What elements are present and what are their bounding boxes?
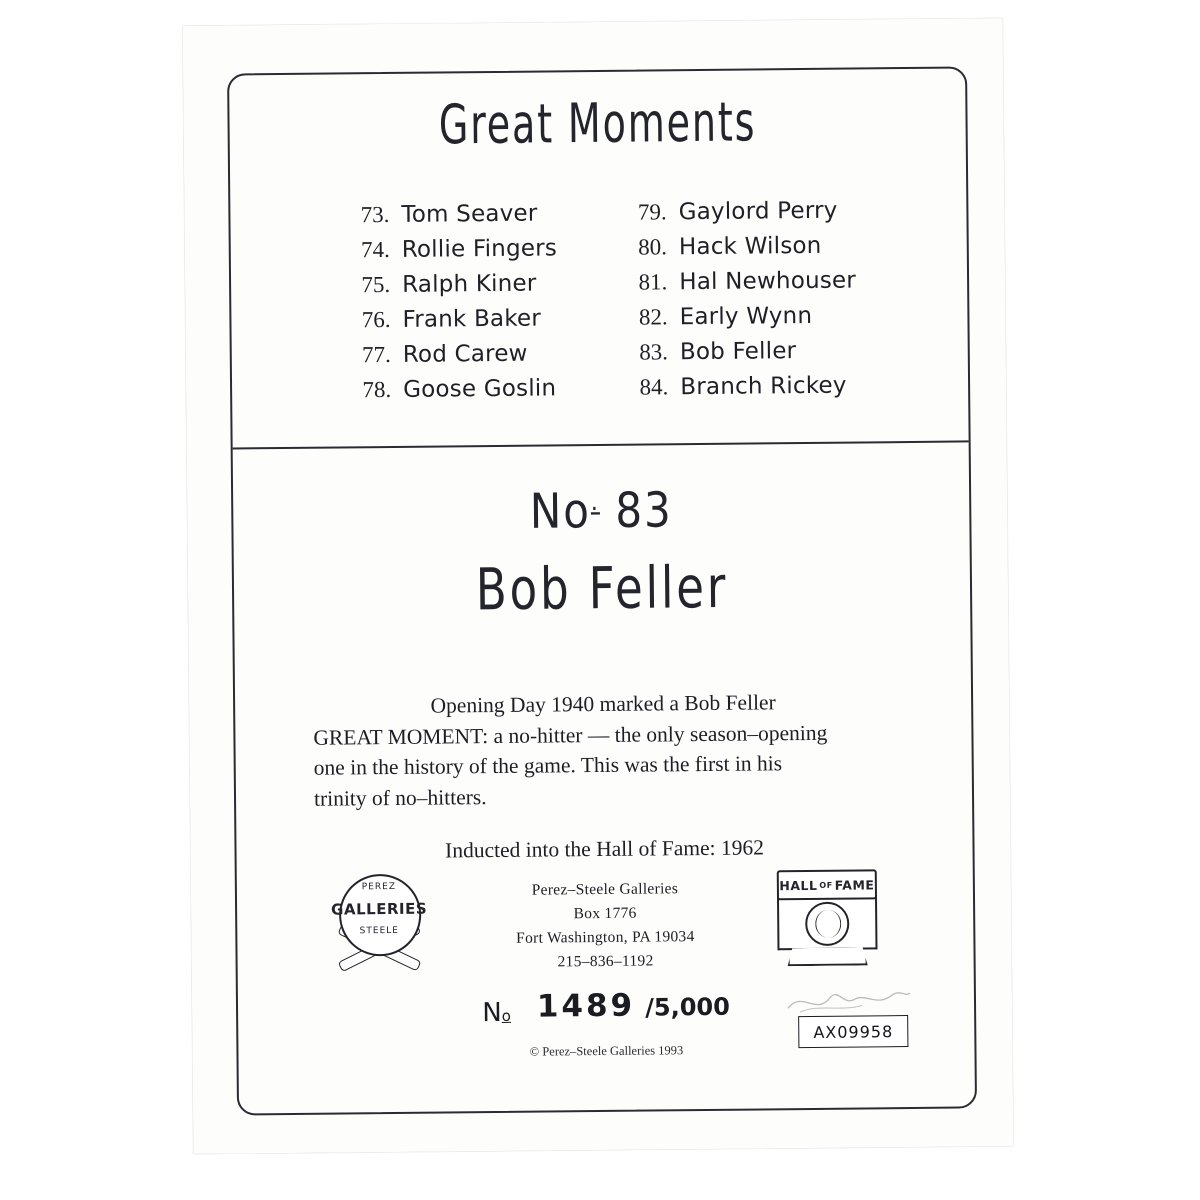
list-item — [342, 231, 557, 268]
list-item-number: 80. — [638, 234, 668, 260]
hof-plinth — [787, 947, 867, 966]
description-line: one in the history of the game. This was the first in his — [313, 751, 783, 780]
list-item — [619, 228, 856, 265]
list-item-number: 75. — [361, 271, 391, 298]
list-item-label: Hack Wilson — [678, 232, 822, 261]
list-item-number: 78. — [362, 376, 392, 403]
card-number-superscript: . — [590, 488, 600, 517]
hall-of-fame-logo-icon — [771, 865, 882, 976]
list-item-label: Tom Seaver — [401, 200, 538, 228]
list-item-number: 82. — [638, 304, 668, 330]
list-item-label: Rollie Fingers — [401, 235, 558, 263]
publisher-line: Box 1776 — [573, 904, 637, 923]
list-item — [342, 301, 557, 338]
feature-panel — [233, 440, 975, 1113]
description-line: GREAT MOMENT: a no-hitter — the only season–opening — [313, 720, 828, 750]
list-item-number: 84. — [639, 374, 669, 400]
list-item-number: 79. — [637, 199, 667, 225]
list-item-number: 76. — [361, 306, 391, 333]
publisher-line: 215–836–1192 — [557, 952, 654, 971]
roster-list — [230, 192, 968, 409]
roster-panel — [229, 68, 969, 449]
list-item-number: 74. — [360, 236, 390, 263]
list-item-label: Branch Rickey — [680, 372, 847, 400]
list-item — [619, 298, 856, 335]
logo-mid-text: GALLERIES — [331, 899, 428, 919]
list-item-number: 81. — [638, 269, 668, 295]
hof-banner — [777, 869, 877, 900]
serial-number-mark: No — [482, 997, 512, 1028]
logo-top-text: PEREZ — [361, 881, 397, 893]
hof-word-small: OF — [819, 880, 833, 890]
roster-column-right — [618, 194, 857, 406]
hof-word-1: HALL — [779, 877, 818, 893]
list-item — [620, 368, 857, 405]
induction-text: Inducted into the Hall of Fame: 1962 — [444, 835, 765, 863]
list-item-label: Goose Goslin — [403, 375, 557, 403]
trading-card — [183, 18, 1014, 1154]
player-name: Bob Feller — [475, 554, 729, 624]
description-line: Opening Day 1940 marked a Bob Feller — [430, 690, 776, 718]
list-item-number: 83. — [639, 339, 669, 365]
card-footer — [237, 864, 975, 1091]
card-inner-border — [227, 66, 977, 1115]
list-item-label: Early Wynn — [679, 302, 813, 331]
hof-word-2: FAME — [834, 876, 875, 893]
card-description — [313, 686, 894, 814]
list-item — [620, 333, 857, 370]
list-item-label: Ralph Kiner — [402, 270, 537, 298]
list-item — [343, 371, 558, 408]
list-item-number: 77. — [361, 341, 391, 368]
list-item-label: Rod Carew — [402, 340, 528, 368]
page-title: Great Moments — [438, 89, 757, 157]
list-item-label: Frank Baker — [402, 305, 542, 333]
baseball-icon — [805, 902, 849, 946]
inventory-sticker: AX09958 — [798, 1015, 908, 1048]
list-item — [342, 266, 557, 303]
roster-column-left — [341, 196, 558, 408]
list-item — [341, 196, 556, 233]
list-item-label: Hal Newhouser — [679, 267, 857, 296]
list-item-label: Gaylord Perry — [678, 197, 838, 226]
card-number-prefix: No — [529, 482, 592, 540]
card-number — [233, 479, 970, 542]
logo-bottom-text: STEELE — [359, 925, 399, 937]
serial-number-total: /5,000 — [645, 992, 730, 1022]
publisher-line: Fort Washington, PA 19034 — [516, 928, 695, 947]
list-item — [619, 263, 856, 300]
card-number-value: 83 — [615, 481, 674, 539]
serial-number-value: 1489 — [536, 987, 636, 1025]
list-item-number: 73. — [360, 201, 390, 228]
list-item — [618, 194, 855, 231]
description-line: trinity of no–hitters. — [313, 784, 487, 811]
list-item — [343, 336, 558, 373]
publisher-line: Perez–Steele Galleries — [531, 880, 679, 899]
copyright-text: © Perez–Steele Galleries 1993 — [529, 1043, 684, 1059]
list-item-label: Bob Feller — [679, 337, 797, 366]
